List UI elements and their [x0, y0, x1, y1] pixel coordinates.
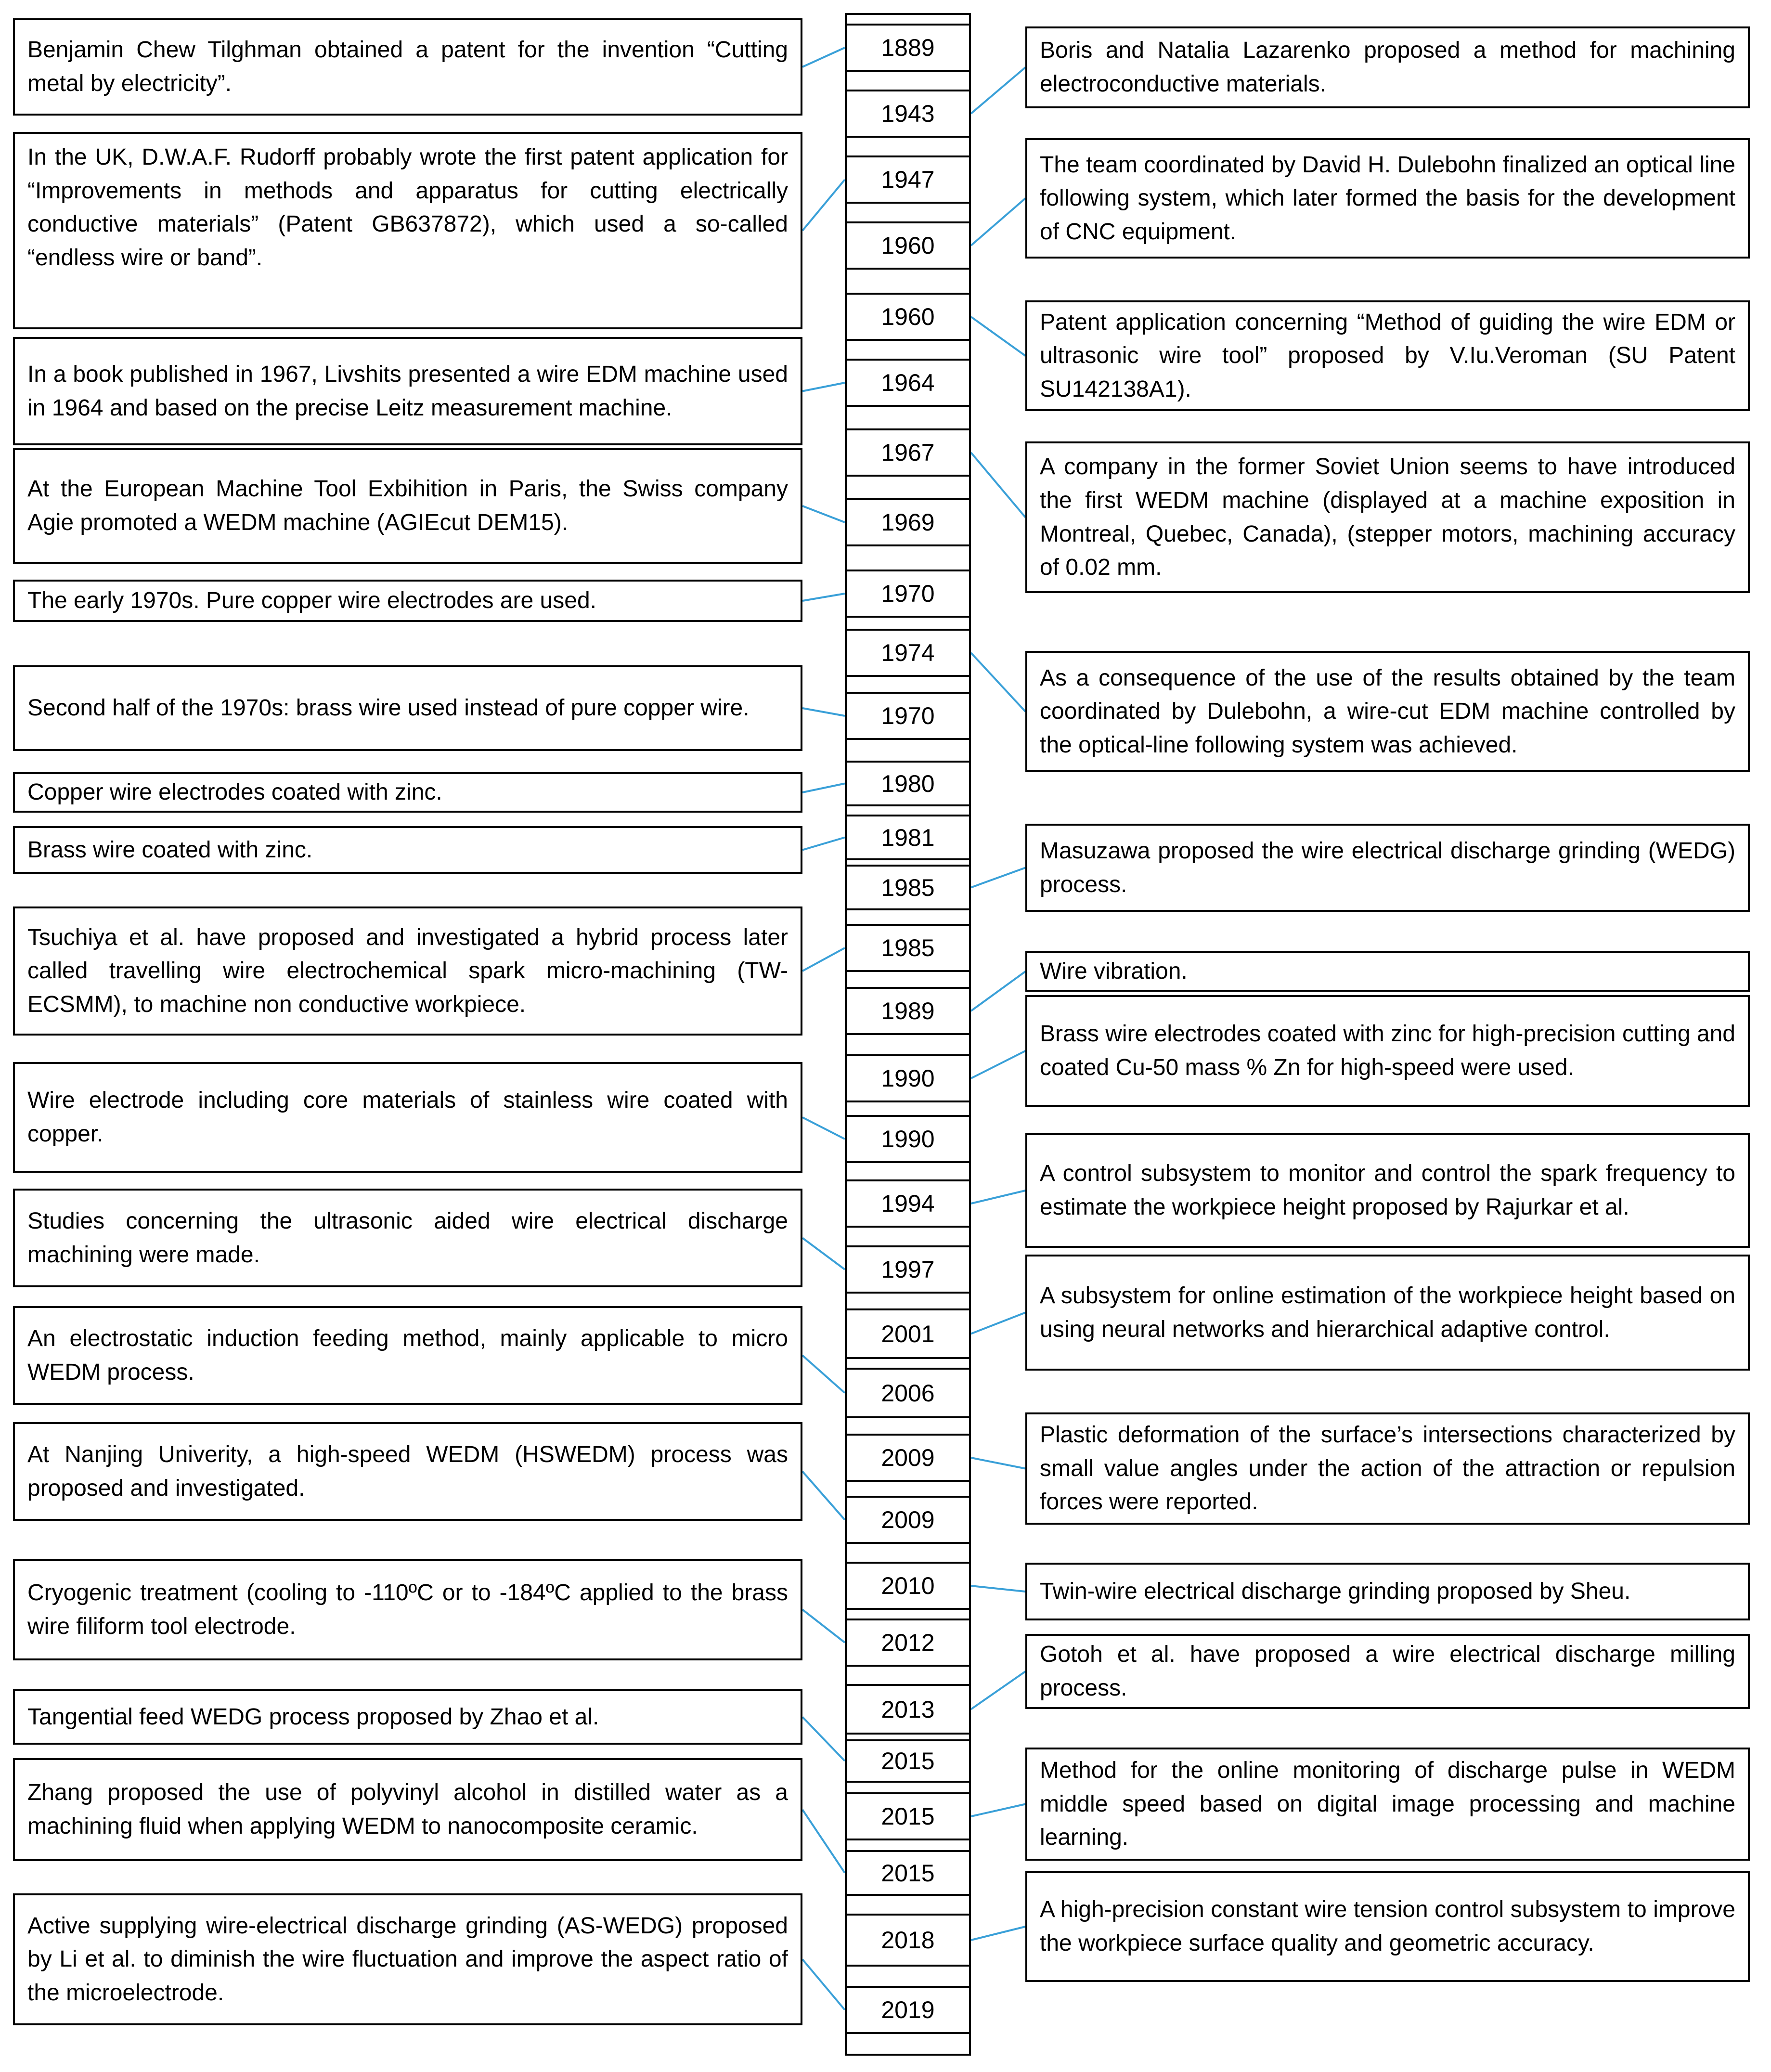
left-event-box	[13, 1062, 802, 1173]
right-event-box	[1025, 995, 1750, 1107]
event-text: In the UK, D.W.A.F. Rudorff probably wrote the first patent application for “Improvements in methods and apparatus for cutting electrically conductive materials” (Patent GB637872), which used a so-called “endless wire or band”.	[27, 144, 788, 271]
year-label: 2015	[881, 1859, 935, 1887]
right-event-box	[1025, 824, 1750, 912]
event-text: The team coordinated by David H. Dulebohn finalized an optical line following system, which later formed the basis for the development of CNC equipment.	[1040, 152, 1735, 245]
connector-line	[802, 784, 845, 793]
year-cell	[845, 1619, 971, 1667]
event-text: A company in the former Soviet Union seems to have introduced the first WEDM machine (displayed at a machine exposition in Montreal, Quebec, Canada), (stepper motors, machining accuracy of 0.02 mm.	[1040, 454, 1735, 581]
connector-line	[802, 1238, 845, 1270]
connector-line	[802, 838, 845, 850]
year-label: 2013	[881, 1696, 935, 1723]
year-cell	[845, 1054, 971, 1102]
connector-line	[802, 1472, 845, 1520]
year-cell	[845, 629, 971, 677]
connector-line	[971, 198, 1025, 246]
year-label: 2006	[881, 1379, 935, 1407]
connector-line	[802, 1356, 845, 1393]
event-text: As a consequence of the use of the results obtained by the team coordinated by Dulebohn, a wire-cut EDM machine controlled by the optical-line following system was achieved.	[1040, 665, 1735, 758]
year-label: 1985	[881, 874, 935, 901]
connector-line	[971, 1051, 1025, 1078]
year-cell	[845, 1914, 971, 1967]
year-cell	[845, 359, 971, 407]
year-label: 2019	[881, 1996, 935, 2023]
year-label: 1960	[881, 303, 935, 330]
connector-line	[971, 653, 1025, 712]
left-event-box	[13, 665, 802, 751]
left-event-box	[13, 1893, 802, 2025]
year-label: 1989	[881, 997, 935, 1024]
event-text: Copper wire electrodes coated with zinc.	[27, 779, 442, 805]
connector-line	[971, 453, 1025, 518]
year-cell	[845, 815, 971, 860]
year-cell	[845, 1496, 971, 1544]
year-cell	[845, 24, 971, 72]
connector-line	[802, 948, 845, 971]
right-event-box	[1025, 138, 1750, 259]
connector-line	[802, 48, 845, 67]
year-cell	[845, 1850, 971, 1896]
year-label: 1985	[881, 934, 935, 961]
year-label: 2018	[881, 1927, 935, 1954]
year-label: 1970	[881, 580, 935, 607]
event-text: Gotoh et al. have proposed a wire electrical discharge milling process.	[1040, 1642, 1735, 1701]
connector-line	[802, 708, 845, 716]
right-event-box	[1025, 1748, 1750, 1861]
year-cell	[845, 1739, 971, 1783]
connector-line	[971, 1804, 1025, 1817]
event-text: Boris and Natalia Lazarenko proposed a method for machining electroconductive materials.	[1040, 38, 1735, 97]
year-cell	[845, 924, 971, 972]
connector-line	[971, 868, 1025, 888]
right-event-box	[1025, 1563, 1750, 1620]
year-label: 1974	[881, 639, 935, 666]
year-label: 1960	[881, 232, 935, 259]
event-text: Wire vibration.	[1040, 958, 1188, 984]
right-event-box	[1025, 26, 1750, 108]
connector-line	[802, 383, 845, 391]
year-cell	[845, 155, 971, 204]
left-event-box	[13, 132, 802, 329]
right-event-box	[1025, 1871, 1750, 1982]
year-label: 2001	[881, 1320, 935, 1347]
left-event-box	[13, 1306, 802, 1405]
year-cell	[845, 221, 971, 270]
event-text: Active supplying wire-electrical discharge grinding (AS-WEDG) proposed by Li et al. to diminish the wire fluctuation and improve the aspect ratio of the microelectrode.	[27, 1913, 788, 2006]
year-label: 1990	[881, 1126, 935, 1153]
connector-line	[971, 67, 1025, 114]
right-event-box	[1025, 951, 1750, 992]
connector-line	[971, 317, 1025, 356]
event-text: Benjamin Chew Tilghman obtained a patent for the invention “Cutting metal by electricity”.	[27, 37, 788, 96]
year-cell	[845, 761, 971, 806]
year-label: 1889	[881, 34, 935, 61]
year-cell	[845, 1986, 971, 2034]
right-event-box	[1025, 1133, 1750, 1248]
connector-line	[971, 1191, 1025, 1204]
connector-line	[802, 1610, 845, 1643]
year-cell	[845, 1562, 971, 1610]
right-event-box	[1025, 1634, 1750, 1709]
year-label: 2009	[881, 1506, 935, 1533]
year-label: 1943	[881, 100, 935, 127]
left-event-box	[13, 580, 802, 622]
right-event-box	[1025, 1255, 1750, 1371]
left-event-box	[13, 1422, 802, 1521]
event-text: Second half of the 1970s: brass wire used instead of pure copper wire.	[27, 695, 750, 721]
left-event-box	[13, 906, 802, 1036]
left-event-box	[13, 448, 802, 564]
event-text: Cryogenic treatment (cooling to -110ºC or to -184ºC applied to the brass wire filiform tool electrode.	[27, 1580, 788, 1639]
year-label: 2015	[881, 1748, 935, 1774]
event-text: Brass wire coated with zinc.	[27, 837, 313, 863]
year-cell	[845, 428, 971, 477]
event-text: Tsuchiya et al. have proposed and investigated a hybrid process later called travelling wire electrochemical spark micro-machining (TW-ECSMM), to machine non conductive workpiece.	[27, 924, 788, 1017]
event-text: A subsystem for online estimation of the workpiece height based on using neural networks and hierarchical adaptive control.	[1040, 1282, 1735, 1342]
year-cell	[845, 1179, 971, 1228]
event-text: Masuzawa proposed the wire electrical discharge grinding (WEDG) process.	[1040, 838, 1735, 897]
year-label: 1994	[881, 1190, 935, 1217]
year-label: 2009	[881, 1444, 935, 1471]
left-event-box	[13, 1758, 802, 1861]
left-event-box	[13, 18, 802, 116]
year-label: 2010	[881, 1572, 935, 1599]
left-event-box	[13, 1689, 802, 1745]
event-text: Twin-wire electrical discharge grinding proposed by Sheu.	[1040, 1579, 1631, 1605]
event-text: The early 1970s. Pure copper wire electrodes are used.	[27, 588, 596, 614]
connector-line	[802, 506, 845, 522]
connector-line	[971, 971, 1025, 1011]
connector-line	[971, 1586, 1025, 1592]
connector-line	[802, 1717, 845, 1761]
event-text: A high-precision constant wire tension control subsystem to improve the workpiece surface quality and geometric accuracy.	[1040, 1897, 1735, 1956]
year-cell	[845, 498, 971, 546]
year-cell	[845, 865, 971, 910]
year-cell	[845, 570, 971, 618]
connector-line	[971, 1458, 1025, 1469]
year-label: 1964	[881, 369, 935, 396]
left-event-box	[13, 826, 802, 874]
connector-line	[802, 180, 845, 231]
year-cell	[845, 1115, 971, 1163]
connector-line	[802, 1959, 845, 2010]
year-label: 1981	[881, 824, 935, 851]
year-label: 1990	[881, 1065, 935, 1092]
right-event-box	[1025, 441, 1750, 593]
event-text: Brass wire electrodes coated with zinc for high-precision cutting and coated Cu-50 mass % Zn for high-speed were used.	[1040, 1021, 1735, 1080]
connector-line	[971, 1671, 1025, 1709]
year-label: 2015	[881, 1803, 935, 1830]
event-text: Plastic deformation of the surface’s intersections characterized by small value angles under the action of the attraction or repulsion forces were reported.	[1040, 1422, 1735, 1515]
connector-line	[802, 1117, 845, 1139]
left-event-box	[13, 772, 802, 813]
event-text: An electrostatic induction feeding method, mainly applicable to micro WEDM process.	[27, 1325, 788, 1385]
connector-line	[971, 1927, 1025, 1940]
event-text: Tangential feed WEDG process proposed by Zhao et al.	[27, 1704, 599, 1730]
year-cell	[845, 1308, 971, 1359]
event-text: In a book published in 1967, Livshits presented a wire EDM machine used in 1964 and based on the precise Leitz measurement machine.	[27, 361, 788, 421]
year-label: 2012	[881, 1629, 935, 1656]
right-event-box	[1025, 1412, 1750, 1525]
year-cell	[845, 1245, 971, 1294]
year-cell	[845, 987, 971, 1035]
connector-line	[802, 1810, 845, 1873]
left-event-box	[13, 1559, 802, 1660]
event-text: At the European Machine Tool Exbihition in Paris, the Swiss company Agie promoted a WEDM machine (AGIEcut DEM15).	[27, 476, 788, 535]
left-event-box	[13, 1189, 802, 1287]
left-event-box	[13, 337, 802, 445]
event-text: Wire electrode including core materials of stainless wire coated with copper.	[27, 1088, 788, 1147]
year-cell	[845, 1684, 971, 1735]
year-label: 1947	[881, 166, 935, 193]
year-cell	[845, 1792, 971, 1840]
connector-line	[802, 594, 845, 601]
right-event-box	[1025, 651, 1750, 772]
year-label: 1970	[881, 702, 935, 729]
year-cell	[845, 1434, 971, 1482]
event-text: At Nanjing Univerity, a high-speed WEDM (HSWEDM) process was proposed and investigated.	[27, 1441, 788, 1501]
event-text: Patent application concerning “Method of guiding the wire EDM or ultrasonic wire tool” proposed by V.Iu.Veroman (SU Patent SU142138A1).	[1040, 309, 1735, 402]
year-label: 1997	[881, 1256, 935, 1283]
year-cell	[845, 293, 971, 341]
year-cell	[845, 90, 971, 138]
year-label: 1967	[881, 439, 935, 466]
year-label: 1980	[881, 770, 935, 797]
event-text: Zhang proposed the use of polyvinyl alcohol in distilled water as a machining fluid when applying WEDM to nanocomposite ceramic.	[27, 1780, 788, 1839]
connector-line	[971, 1313, 1025, 1334]
year-cell	[845, 1368, 971, 1418]
right-event-box	[1025, 300, 1750, 411]
year-cell	[845, 692, 971, 740]
year-label: 1969	[881, 509, 935, 536]
event-text: A control subsystem to monitor and control the spark frequency to estimate the workpiece height proposed by Rajurkar et al.	[1040, 1161, 1735, 1220]
event-text: Method for the online monitoring of discharge pulse in WEDM middle speed based on digital image processing and machine learning.	[1040, 1758, 1735, 1851]
event-text: Studies concerning the ultrasonic aided wire electrical discharge machining were made.	[27, 1208, 788, 1268]
timeline-axis	[845, 13, 971, 2056]
